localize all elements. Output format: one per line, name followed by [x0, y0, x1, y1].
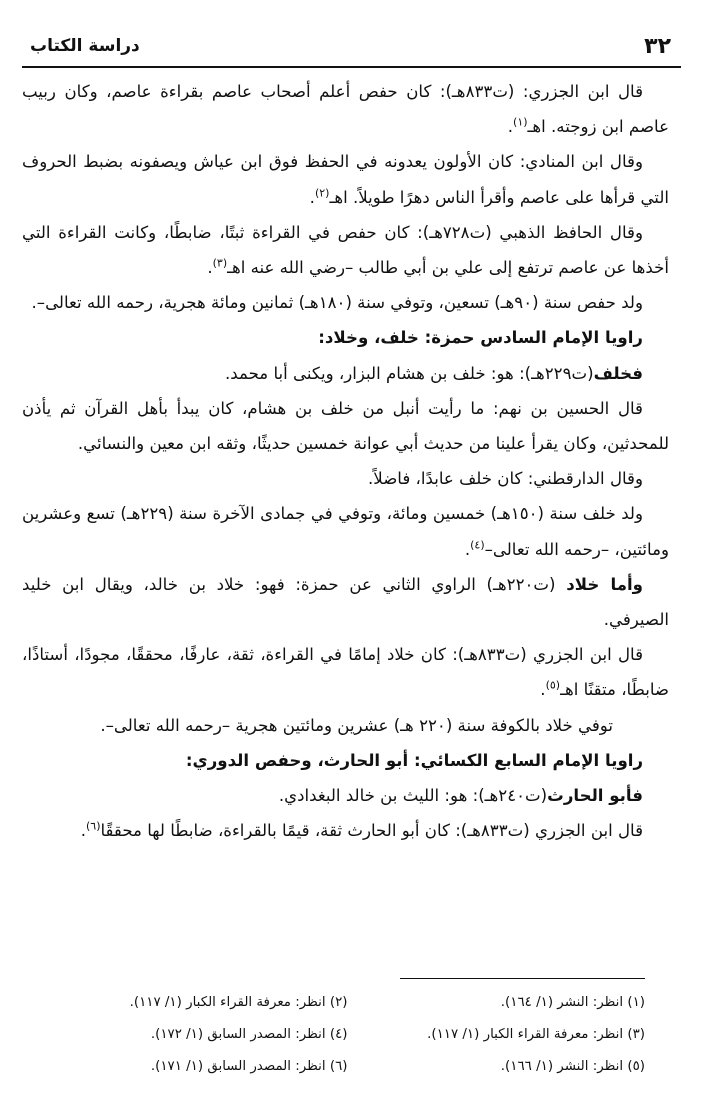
paragraph: قال ابن الجزري: (ت٨٣٣هـ): كان حفص أعلم أصحاب عاصم بقراءة عاصم، وكان ربيب عاصم ابن زوجته. اهـ$^{(١)}$.: [22, 82, 669, 137]
footnote-ref[interactable]: (١): [513, 115, 528, 129]
footnote-6: (٦) انظر: المصدر السابق (١/ ١٧١).: [150, 1059, 348, 1074]
footnote-divider: [400, 978, 645, 979]
paragraph: قال ابن الجزري (ت٨٣٣هـ): كان خلاد إمامًا في القراءة، ثقة، عارفًا، محققًا، مجودًا، أستاذًا، ضابطًا، متقنًا اهـ$^{(٥)}$.: [22, 645, 669, 700]
footnote-2: (٢) انظر: معرفة القراء الكبار (١/ ١١٧).: [129, 995, 348, 1010]
footnotes: [70, 990, 645, 1080]
footnote-ref[interactable]: (٣): [212, 256, 228, 270]
main-text: [22, 74, 669, 848]
paragraph: وقال الدارقطني: كان خلف عابدًا، فاضلاً.: [368, 469, 643, 489]
paragraph: وأما خلاد (ت٢٢٠هـ) الراوي الثاني عن حمزة: فهو: خلاد بن خالد، ويقال ابن خليد الصيرفي.: [22, 574, 669, 630]
lead-term: فأبو الحارث: [547, 786, 643, 806]
paragraph: وقال ابن المنادي: كان الأولون يعدونه في الحفظ فوق ابن عياش ويصفونه بضبط الحروف التي قرأها على عاصم وأقرأ الناس دهرًا طويلاً. اهـ$^{(٢)}$.: [22, 152, 669, 207]
running-title: دراسة الكتاب: [30, 36, 140, 56]
footnote-4: (٤) انظر: المصدر السابق (١/ ١٧٢).: [150, 1027, 348, 1042]
paragraph: توفي خلاد بالكوفة سنة (٢٢٠ هـ) عشرين ومائتين هجرية –رحمه الله تعالى–.: [100, 715, 613, 735]
lead-term: فخلف: [593, 363, 643, 383]
footnote-ref[interactable]: (٦): [85, 819, 101, 833]
paragraph: قال الحسين بن نهم: ما رأيت أنبل من خلف بن هشام، كان يبدأ بأهل القرآن ثم يأذن للمحدثين، وكان يقرأ علينا من حديث أبي عوانة خمسين حديثًا، وثقه ابن معين والنسائي.: [22, 398, 669, 454]
page-header: [22, 34, 681, 68]
section-heading: راويا الإمام السادس حمزة: خلف، وخلاد:: [318, 328, 643, 348]
footnote-3: (٣) انظر: معرفة القراء الكبار (١/ ١١٧).: [427, 1027, 645, 1042]
paragraph: ولد حفص سنة (٩٠هـ) تسعين، وتوفي سنة (١٨٠هـ) ثمانين ومائة هجرية، رحمه الله تعالى–.: [31, 293, 643, 313]
page-number: ٣٢: [644, 34, 671, 59]
paragraph: قال ابن الجزري (ت٨٣٣هـ): كان أبو الحارث ثقة، قيمًا بالقراءة، ضابطًا لها محققًا$^{(٦)}$.: [80, 819, 643, 841]
footnote-1: (١) انظر: النشر (١/ ١٦٤).: [500, 995, 645, 1010]
paragraph: فخلف(ت٢٢٩هـ): هو: خلف بن هشام البزار، ويكنى أبا محمد.: [225, 363, 643, 383]
lead-term: وأما خلاد: [566, 574, 643, 594]
paragraph: فأبو الحارث(ت٢٤٠هـ): هو: الليث بن خالد البغدادي.: [278, 786, 643, 806]
paragraph: ولد خلف سنة (١٥٠هـ) خمسين ومائة، وتوفي في جمادى الآخرة سنة (٢٢٩هـ) تسع وعشرين ومائتين، –رحمه الله تعالى–$^{(٤)}$.: [22, 504, 669, 559]
footnote-ref[interactable]: (٢): [314, 186, 330, 200]
paragraph: وقال الحافظ الذهبي (ت٧٢٨هـ): كان حفص في القراءة ثبتًا، ضابطًا، وكانت القراءة التي أخذها عن عاصم ترتفع إلى علي بن أبي طالب –رضي الله عنه اهـ$^{(٣)}$.: [22, 222, 669, 278]
footnote-ref[interactable]: (٥): [545, 678, 561, 692]
footnote-5: (٥) انظر: النشر (١/ ١٦٦).: [500, 1059, 645, 1074]
section-heading: راويا الإمام السابع الكسائي: أبو الحارث، وحفص الدوري:: [185, 750, 643, 770]
footnote-ref[interactable]: (٤): [470, 538, 485, 552]
